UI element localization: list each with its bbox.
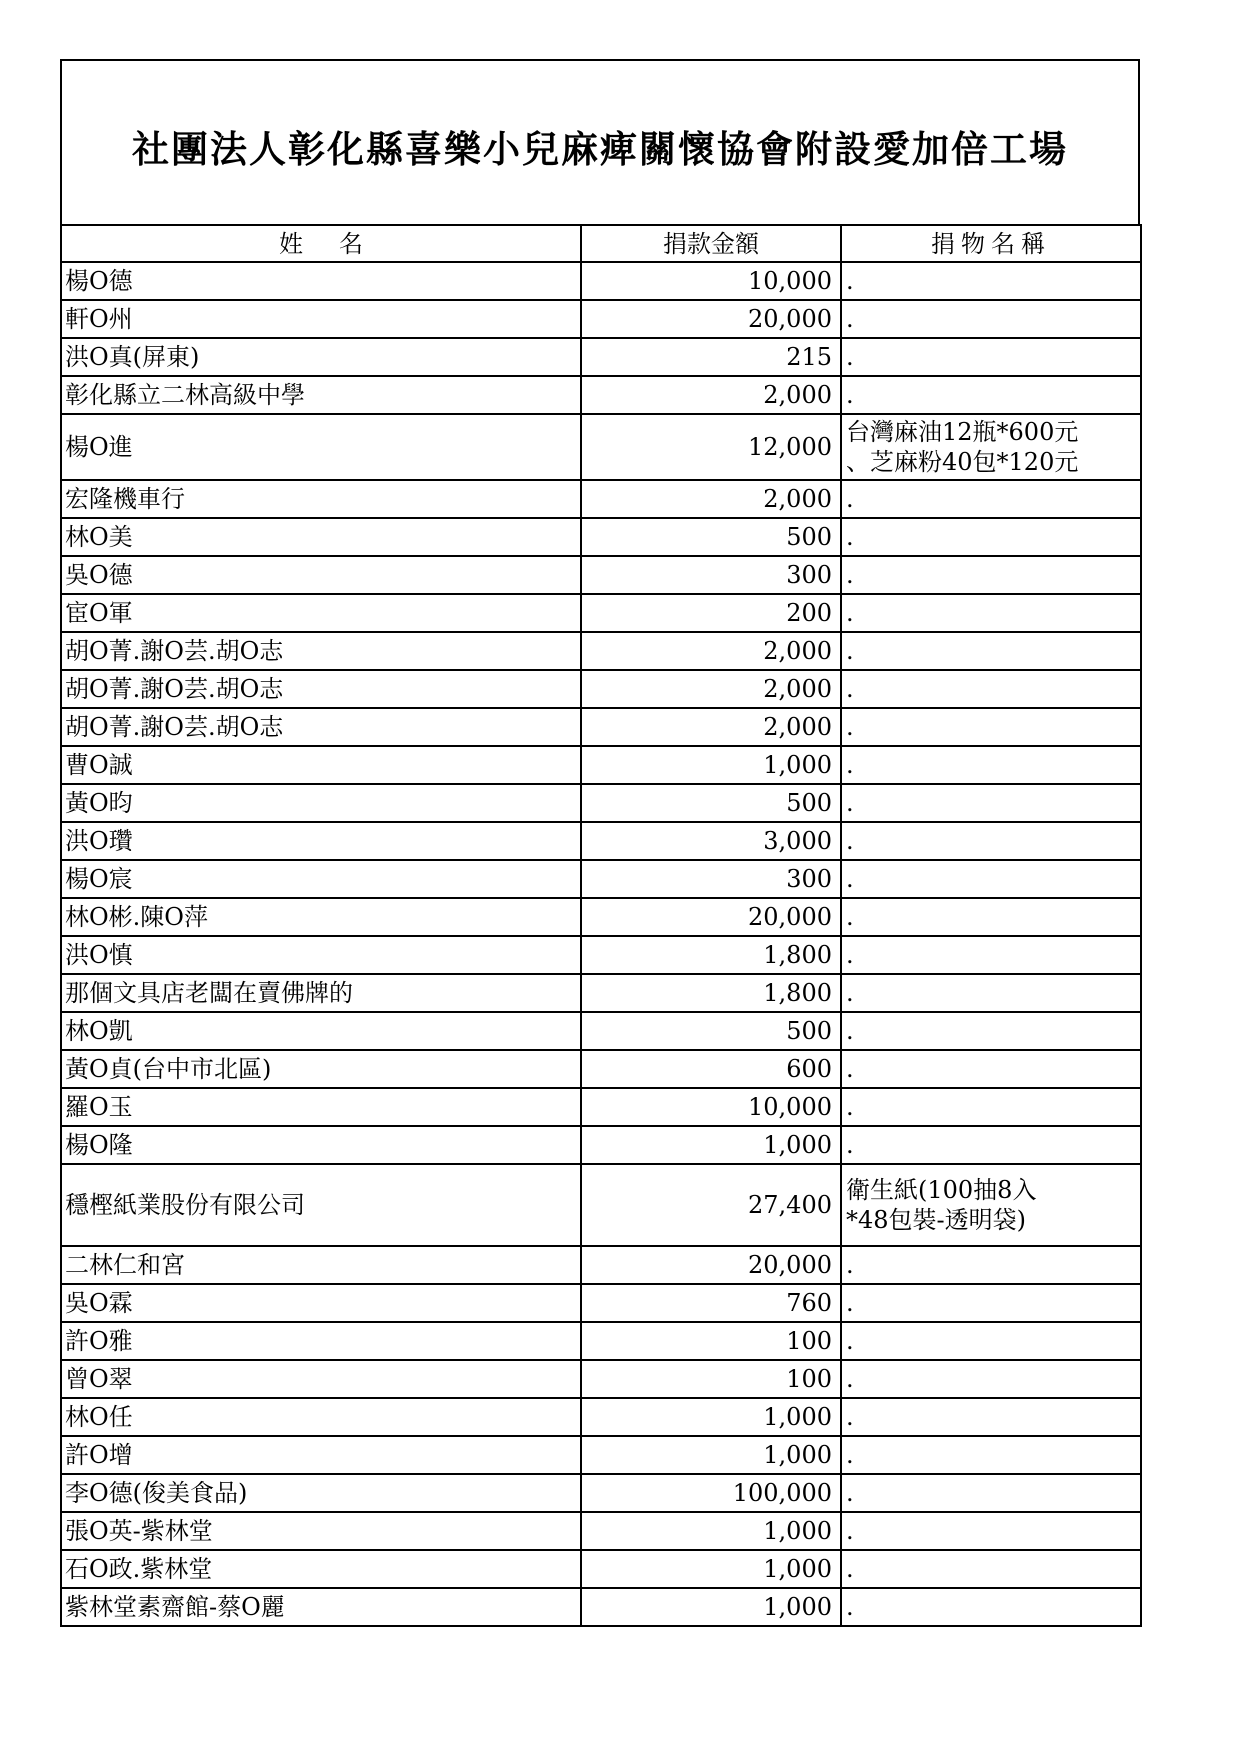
table-row [61, 898, 1141, 936]
table-row [61, 822, 1141, 860]
donation-amount-cell: 3,000 [581, 822, 841, 860]
table-row [61, 300, 1141, 338]
donor-name-cell: 楊O宸 [61, 860, 581, 898]
donated-item-cell: . [841, 376, 1141, 414]
title-box [60, 59, 1140, 224]
donation-amount-cell: 500 [581, 518, 841, 556]
donor-name-cell: 林O凱 [61, 1012, 581, 1050]
table-row [61, 1474, 1141, 1512]
donated-item-cell: . [841, 1588, 1141, 1626]
donation-amount-cell: 1,000 [581, 1126, 841, 1164]
table-row [61, 518, 1141, 556]
donated-item-cell: . [841, 1050, 1141, 1088]
donation-amount-cell: 300 [581, 860, 841, 898]
donated-item-cell: . [841, 670, 1141, 708]
donor-name-cell: 許O增 [61, 1436, 581, 1474]
table-row [61, 594, 1141, 632]
donated-item-cell: . [841, 1436, 1141, 1474]
table-row [61, 746, 1141, 784]
donated-item-cell: . [841, 262, 1141, 300]
donor-name-cell: 胡O菁.謝O芸.胡O志 [61, 708, 581, 746]
donation-amount-cell: 100 [581, 1322, 841, 1360]
donation-amount-cell: 1,000 [581, 1398, 841, 1436]
donation-amount-cell: 100,000 [581, 1474, 841, 1512]
table-row [61, 556, 1141, 594]
table-row [61, 376, 1141, 414]
donated-item-cell: . [841, 1012, 1141, 1050]
table-row [61, 670, 1141, 708]
donated-item-cell: . [841, 746, 1141, 784]
table-row [61, 708, 1141, 746]
table-row [61, 1322, 1141, 1360]
donation-amount-cell: 1,000 [581, 1512, 841, 1550]
donation-amount-cell: 20,000 [581, 300, 841, 338]
donation-amount-cell: 12,000 [581, 414, 841, 480]
donated-item-cell: . [841, 480, 1141, 518]
donated-item-cell: . [841, 898, 1141, 936]
donor-name-cell: 洪O真(屏東) [61, 338, 581, 376]
donation-amount-cell: 27,400 [581, 1164, 841, 1246]
donor-name-cell: 彰化縣立二林高級中學 [61, 376, 581, 414]
donor-name-cell: 許O雅 [61, 1322, 581, 1360]
donor-name-cell: 楊O德 [61, 262, 581, 300]
donated-item-cell: . [841, 860, 1141, 898]
table-row [61, 860, 1141, 898]
donor-name-cell: 吳O德 [61, 556, 581, 594]
donation-amount-cell: 20,000 [581, 1246, 841, 1284]
donor-name-cell: 胡O菁.謝O芸.胡O志 [61, 670, 581, 708]
table-row [61, 480, 1141, 518]
table-row [61, 338, 1141, 376]
donated-item-cell: . [841, 1360, 1141, 1398]
donation-amount-cell: 2,000 [581, 376, 841, 414]
donation-amount-cell: 1,000 [581, 1550, 841, 1588]
donated-item-cell: . [841, 784, 1141, 822]
donor-name-cell: 張O英-紫林堂 [61, 1512, 581, 1550]
donation-amount-cell: 200 [581, 594, 841, 632]
table-row [61, 1512, 1141, 1550]
donated-item-cell: . [841, 1474, 1141, 1512]
donated-item-cell: . [841, 1088, 1141, 1126]
donation-amount-cell: 2,000 [581, 670, 841, 708]
donated-item-cell: . [841, 708, 1141, 746]
donated-item-cell: . [841, 1322, 1141, 1360]
table-row [61, 1246, 1141, 1284]
donation-amount-cell: 2,000 [581, 632, 841, 670]
table-row [61, 784, 1141, 822]
donated-item-cell: . [841, 1398, 1141, 1436]
donor-name-cell: 軒O州 [61, 300, 581, 338]
donation-amount-cell: 1,000 [581, 1436, 841, 1474]
donation-amount-cell: 100 [581, 1360, 841, 1398]
donor-name-cell: 林O美 [61, 518, 581, 556]
donated-item-cell: . [841, 594, 1141, 632]
table-row [61, 632, 1141, 670]
donor-name-cell: 洪O瓚 [61, 822, 581, 860]
table-row [61, 1588, 1141, 1626]
donor-name-cell: 林O彬.陳O萍 [61, 898, 581, 936]
table-row [61, 1050, 1141, 1088]
donation-amount-cell: 1,800 [581, 936, 841, 974]
donor-name-cell: 楊O進 [61, 414, 581, 480]
donation-amount-cell: 2,000 [581, 480, 841, 518]
donor-name-cell: 曹O誠 [61, 746, 581, 784]
donation-amount-cell: 10,000 [581, 262, 841, 300]
donated-item-cell: . [841, 300, 1141, 338]
donation-amount-cell: 1,800 [581, 974, 841, 1012]
page-title: 社團法人彰化縣喜樂小兒麻痺關懷協會附設愛加倍工場 [132, 127, 1068, 171]
donor-name-cell: 黃O貞(台中市北區) [61, 1050, 581, 1088]
donation-sheet [60, 59, 1140, 1627]
donor-name-cell: 穩樫紙業股份有限公司 [61, 1164, 581, 1246]
table-body [61, 262, 1141, 1626]
donated-item-cell: . [841, 1126, 1141, 1164]
donated-item-cell: . [841, 1246, 1141, 1284]
donor-name-cell: 二林仁和宮 [61, 1246, 581, 1284]
donation-amount-cell: 300 [581, 556, 841, 594]
donation-amount-cell: 215 [581, 338, 841, 376]
donated-item-cell: . [841, 822, 1141, 860]
table-row [61, 1284, 1141, 1322]
donation-table [60, 224, 1142, 1627]
donation-amount-cell: 10,000 [581, 1088, 841, 1126]
donated-item-cell: . [841, 556, 1141, 594]
donation-amount-cell: 2,000 [581, 708, 841, 746]
donor-name-cell: 黃O昀 [61, 784, 581, 822]
donated-item-cell: 台灣麻油12瓶*600元 、芝麻粉40包*120元 [841, 414, 1141, 480]
donation-amount-cell: 20,000 [581, 898, 841, 936]
donated-item-cell: . [841, 974, 1141, 1012]
donated-item-cell: 衛生紙(100抽8入 *48包裝-透明袋) [841, 1164, 1141, 1246]
table-row [61, 1164, 1141, 1246]
donor-name-cell: 石O政.紫林堂 [61, 1550, 581, 1588]
donation-amount-cell: 500 [581, 1012, 841, 1050]
donated-item-cell: . [841, 1550, 1141, 1588]
table-row [61, 1126, 1141, 1164]
donor-name-cell: 宏隆機車行 [61, 480, 581, 518]
header-amount: 捐款金額 [581, 225, 841, 262]
donated-item-cell: . [841, 1284, 1141, 1322]
table-row [61, 936, 1141, 974]
donor-name-cell: 林O任 [61, 1398, 581, 1436]
donor-name-cell: 宦O軍 [61, 594, 581, 632]
donation-amount-cell: 760 [581, 1284, 841, 1322]
donated-item-cell: . [841, 1512, 1141, 1550]
donated-item-cell: . [841, 632, 1141, 670]
donor-name-cell: 曾O翠 [61, 1360, 581, 1398]
table-row [61, 414, 1141, 480]
donation-amount-cell: 600 [581, 1050, 841, 1088]
donation-amount-cell: 1,000 [581, 746, 841, 784]
donation-amount-cell: 500 [581, 784, 841, 822]
table-row [61, 1012, 1141, 1050]
table-row [61, 262, 1141, 300]
donated-item-cell: . [841, 936, 1141, 974]
table-row [61, 1550, 1141, 1588]
donor-name-cell: 李O德(俊美食品) [61, 1474, 581, 1512]
table-row [61, 1360, 1141, 1398]
donated-item-cell: . [841, 338, 1141, 376]
donor-name-cell: 紫林堂素齋館-蔡O麗 [61, 1588, 581, 1626]
table-row [61, 974, 1141, 1012]
donor-name-cell: 胡O菁.謝O芸.胡O志 [61, 632, 581, 670]
donation-amount-cell: 1,000 [581, 1588, 841, 1626]
table-row [61, 1088, 1141, 1126]
table-row [61, 1436, 1141, 1474]
donor-name-cell: 吳O霖 [61, 1284, 581, 1322]
donor-name-cell: 楊O隆 [61, 1126, 581, 1164]
header-name: 姓名 [61, 225, 581, 262]
donated-item-cell: . [841, 518, 1141, 556]
donor-name-cell: 洪O慎 [61, 936, 581, 974]
header-item: 捐物名稱 [841, 225, 1141, 262]
table-row [61, 1398, 1141, 1436]
donor-name-cell: 那個文具店老闆在賣佛牌的 [61, 974, 581, 1012]
donor-name-cell: 羅O玉 [61, 1088, 581, 1126]
header-row [61, 225, 1141, 262]
